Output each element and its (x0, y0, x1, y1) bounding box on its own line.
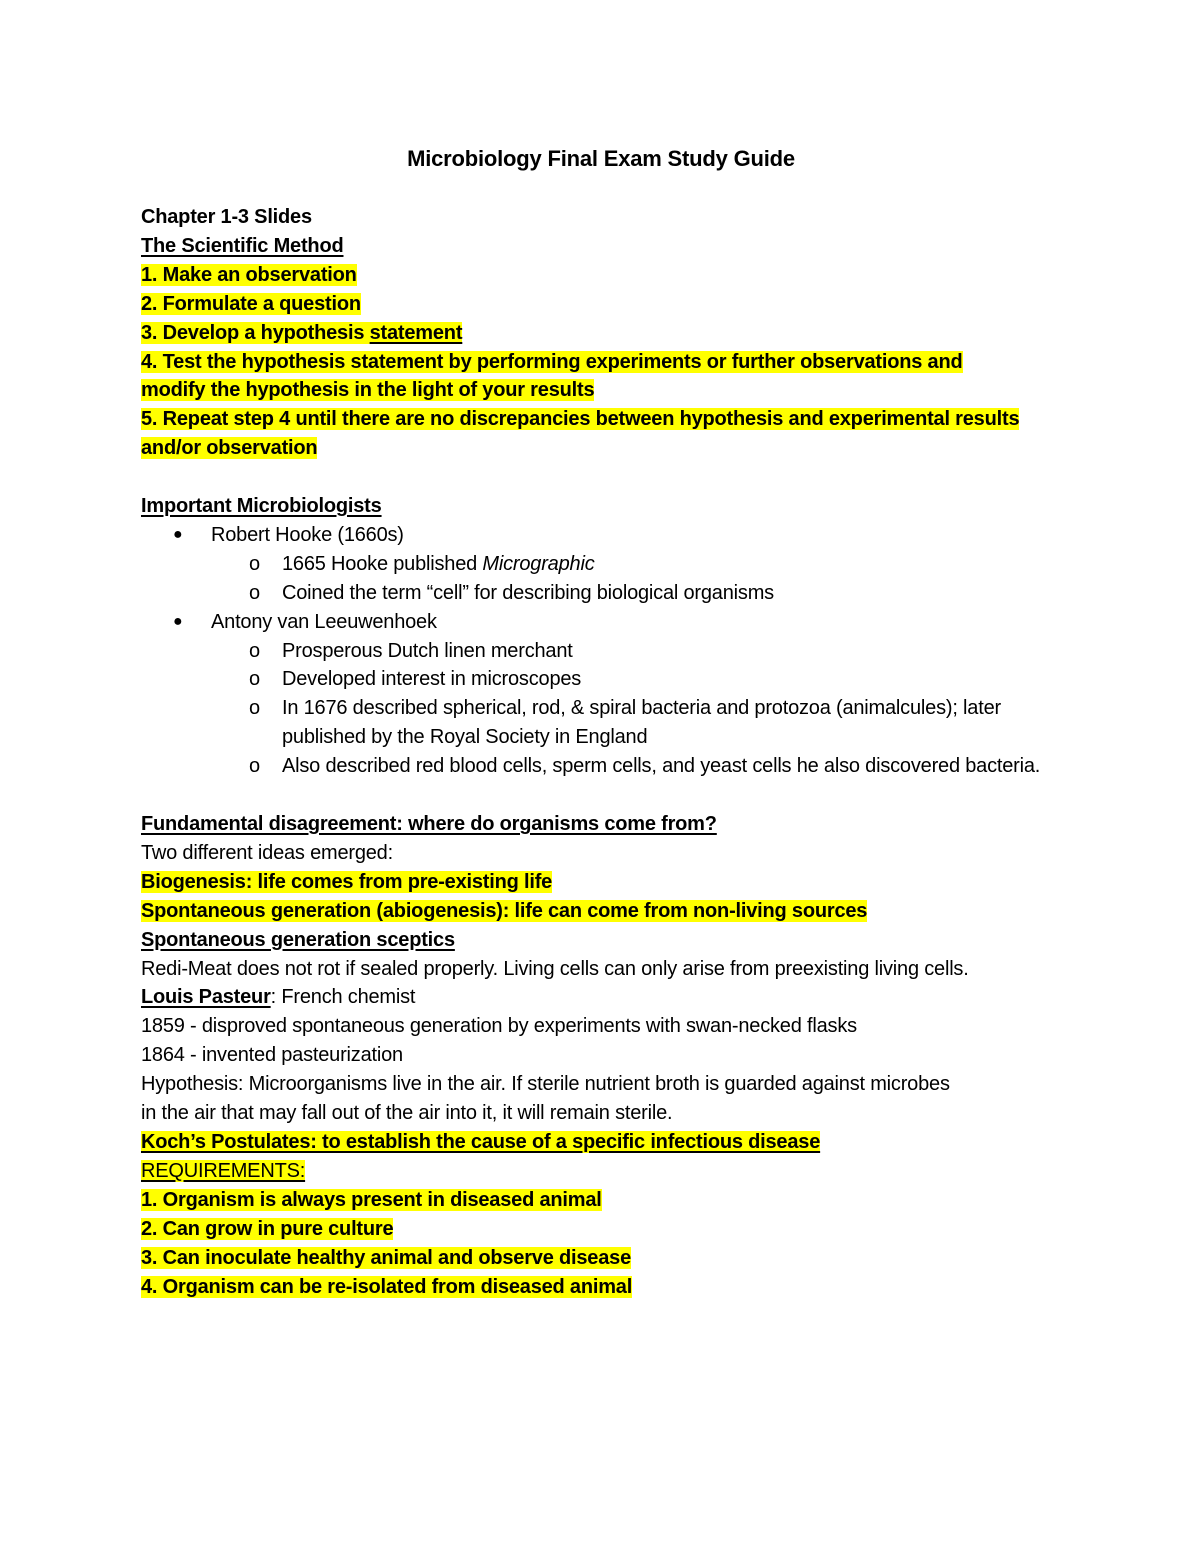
biogenesis-line (141, 868, 1061, 897)
method-step-2 (141, 290, 1061, 319)
chapter-heading: Chapter 1-3 Slides (141, 206, 312, 228)
koch-r3 (141, 1244, 1061, 1273)
pasteur-1859-line: 1859 - disproved spontaneous generation by experiments with swan-necked flasks (141, 1015, 857, 1038)
method-step-3-underlined: statement (369, 321, 463, 344)
koch-requirements (141, 1157, 1061, 1186)
koch-requirements-text: REQUIREMENTS: (141, 1159, 306, 1182)
bullet-icon: ● (173, 612, 183, 630)
method-step-4-text-2: modify the hypothesis in the light of your results (141, 379, 595, 402)
koch-r3-text: 3. Can inoculate healthy animal and observe disease (141, 1246, 631, 1269)
leeuwenhoek-label: Antony van Leeuwenhoek (211, 610, 437, 633)
micrographic-title: Micrographic (482, 552, 595, 575)
pasteur-name: Louis Pasteur (141, 986, 271, 1009)
method-step-3 (141, 319, 1061, 348)
leeuwenhoek-1-text: Prosperous Dutch linen merchant (282, 639, 573, 662)
pasteur-line (141, 983, 1061, 1012)
method-step-1-text: 1. Make an observation (141, 263, 357, 286)
hooke-label: Robert Hooke (1660s) (211, 523, 404, 546)
disagreement-intro: Two different ideas emerged: (141, 841, 393, 864)
method-step-5-text-2: and/or observation (141, 437, 318, 460)
method-step-1 (141, 261, 1061, 290)
list-item-hooke (141, 521, 1061, 550)
koch-heading (141, 1128, 1061, 1157)
page-title: Microbiology Final Exam Study Guide (407, 146, 795, 171)
disagreement-heading-text: Fundamental disagreement: where do organisms come from? (141, 813, 717, 835)
list-item-leeuwenhoek-2 (141, 665, 1061, 694)
hooke-2-text: Coined the term “cell” for describing biological organisms (282, 581, 774, 604)
method-step-3-text: 3. Develop a hypothesis (141, 321, 370, 344)
list-item-leeuwenhoek-3 (141, 694, 1061, 752)
method-step-2-text: 2. Formulate a question (141, 292, 361, 315)
hypothesis-line-1: Hypothesis: Microorganisms live in the air. If sterile nutrient broth is guarded against microbes (141, 1073, 950, 1096)
method-step-4-line-1 (141, 348, 1061, 377)
hooke-1-text (282, 550, 1042, 579)
sub-bullet-icon: o (249, 668, 260, 691)
list-item-hooke-1 (141, 550, 1061, 579)
spacer (141, 781, 1061, 810)
sceptics-heading (141, 926, 1061, 955)
koch-r2-text: 2. Can grow in pure culture (141, 1217, 394, 1240)
sub-bullet-icon: o (249, 697, 260, 720)
disagreement-heading (141, 810, 1061, 839)
method-step-5-line-1 (141, 405, 1061, 434)
bullet-icon: ● (173, 525, 183, 543)
sub-bullet-icon: o (249, 552, 260, 575)
scientific-method-heading (141, 232, 1061, 261)
koch-r1 (141, 1186, 1061, 1215)
spacer (141, 463, 1061, 492)
method-step-5-text-1: 5. Repeat step 4 until there are no discrepancies between hypothesis and experimental results (141, 408, 1020, 431)
koch-r4-text: 4. Organism can be re-isolated from diseased animal (141, 1275, 633, 1298)
koch-r2 (141, 1215, 1061, 1244)
sceptics-heading-text: Spontaneous generation sceptics (141, 928, 455, 951)
hooke-1-prefix: 1665 Hooke published (282, 552, 483, 575)
spontaneous-line (141, 897, 1061, 926)
document-body (141, 203, 1061, 1301)
list-item-leeuwenhoek-1 (141, 637, 1061, 666)
leeuwenhoek-4-text: Also described red blood cells, sperm cells, and yeast cells he also discovered bacteria. (282, 755, 1041, 778)
method-step-5-line-2 (141, 434, 1061, 463)
sub-bullet-icon: o (249, 755, 260, 778)
koch-r1-text: 1. Organism is always present in diseased animal (141, 1188, 602, 1211)
pasteur-desc: : French chemist (270, 986, 416, 1009)
leeuwenhoek-3-text: In 1676 described spherical, rod, & spiral bacteria and protozoa (animalcules); later published by the Royal Society in England (282, 697, 1001, 749)
hypothesis-line-2: in the air that may fall out of the air into it, it will remain sterile. (141, 1102, 673, 1125)
list-item-hooke-2 (141, 579, 1061, 608)
scientific-method-heading-text: The Scientific Method (141, 234, 344, 257)
microbiologists-heading (141, 492, 1061, 521)
sub-bullet-icon: o (249, 581, 260, 604)
list-item-leeuwenhoek (141, 608, 1061, 637)
biogenesis-text: Biogenesis: life comes from pre-existing life (141, 870, 553, 893)
koch-heading-text: Koch’s Postulates: to establish the cause of a specific infectious disease (141, 1130, 821, 1153)
microbiologists-heading-text: Important Microbiologists (141, 495, 382, 518)
leeuwenhoek-2-text: Developed interest in microscopes (282, 668, 582, 691)
spontaneous-text: Spontaneous generation (abiogenesis): life can come from non-living sources (141, 899, 868, 922)
sub-bullet-icon: o (249, 639, 260, 662)
redi-line: Redi-Meat does not rot if sealed properly. Living cells can only arise from preexisting living cells. (141, 957, 969, 980)
method-step-4-line-2 (141, 376, 1061, 405)
method-step-4-text-1: 4. Test the hypothesis statement by performing experiments or further observations and (141, 350, 963, 373)
koch-r4 (141, 1273, 1061, 1302)
pasteur-1864-line: 1864 - invented pasteurization (141, 1044, 403, 1067)
list-item-leeuwenhoek-4 (141, 752, 1061, 781)
